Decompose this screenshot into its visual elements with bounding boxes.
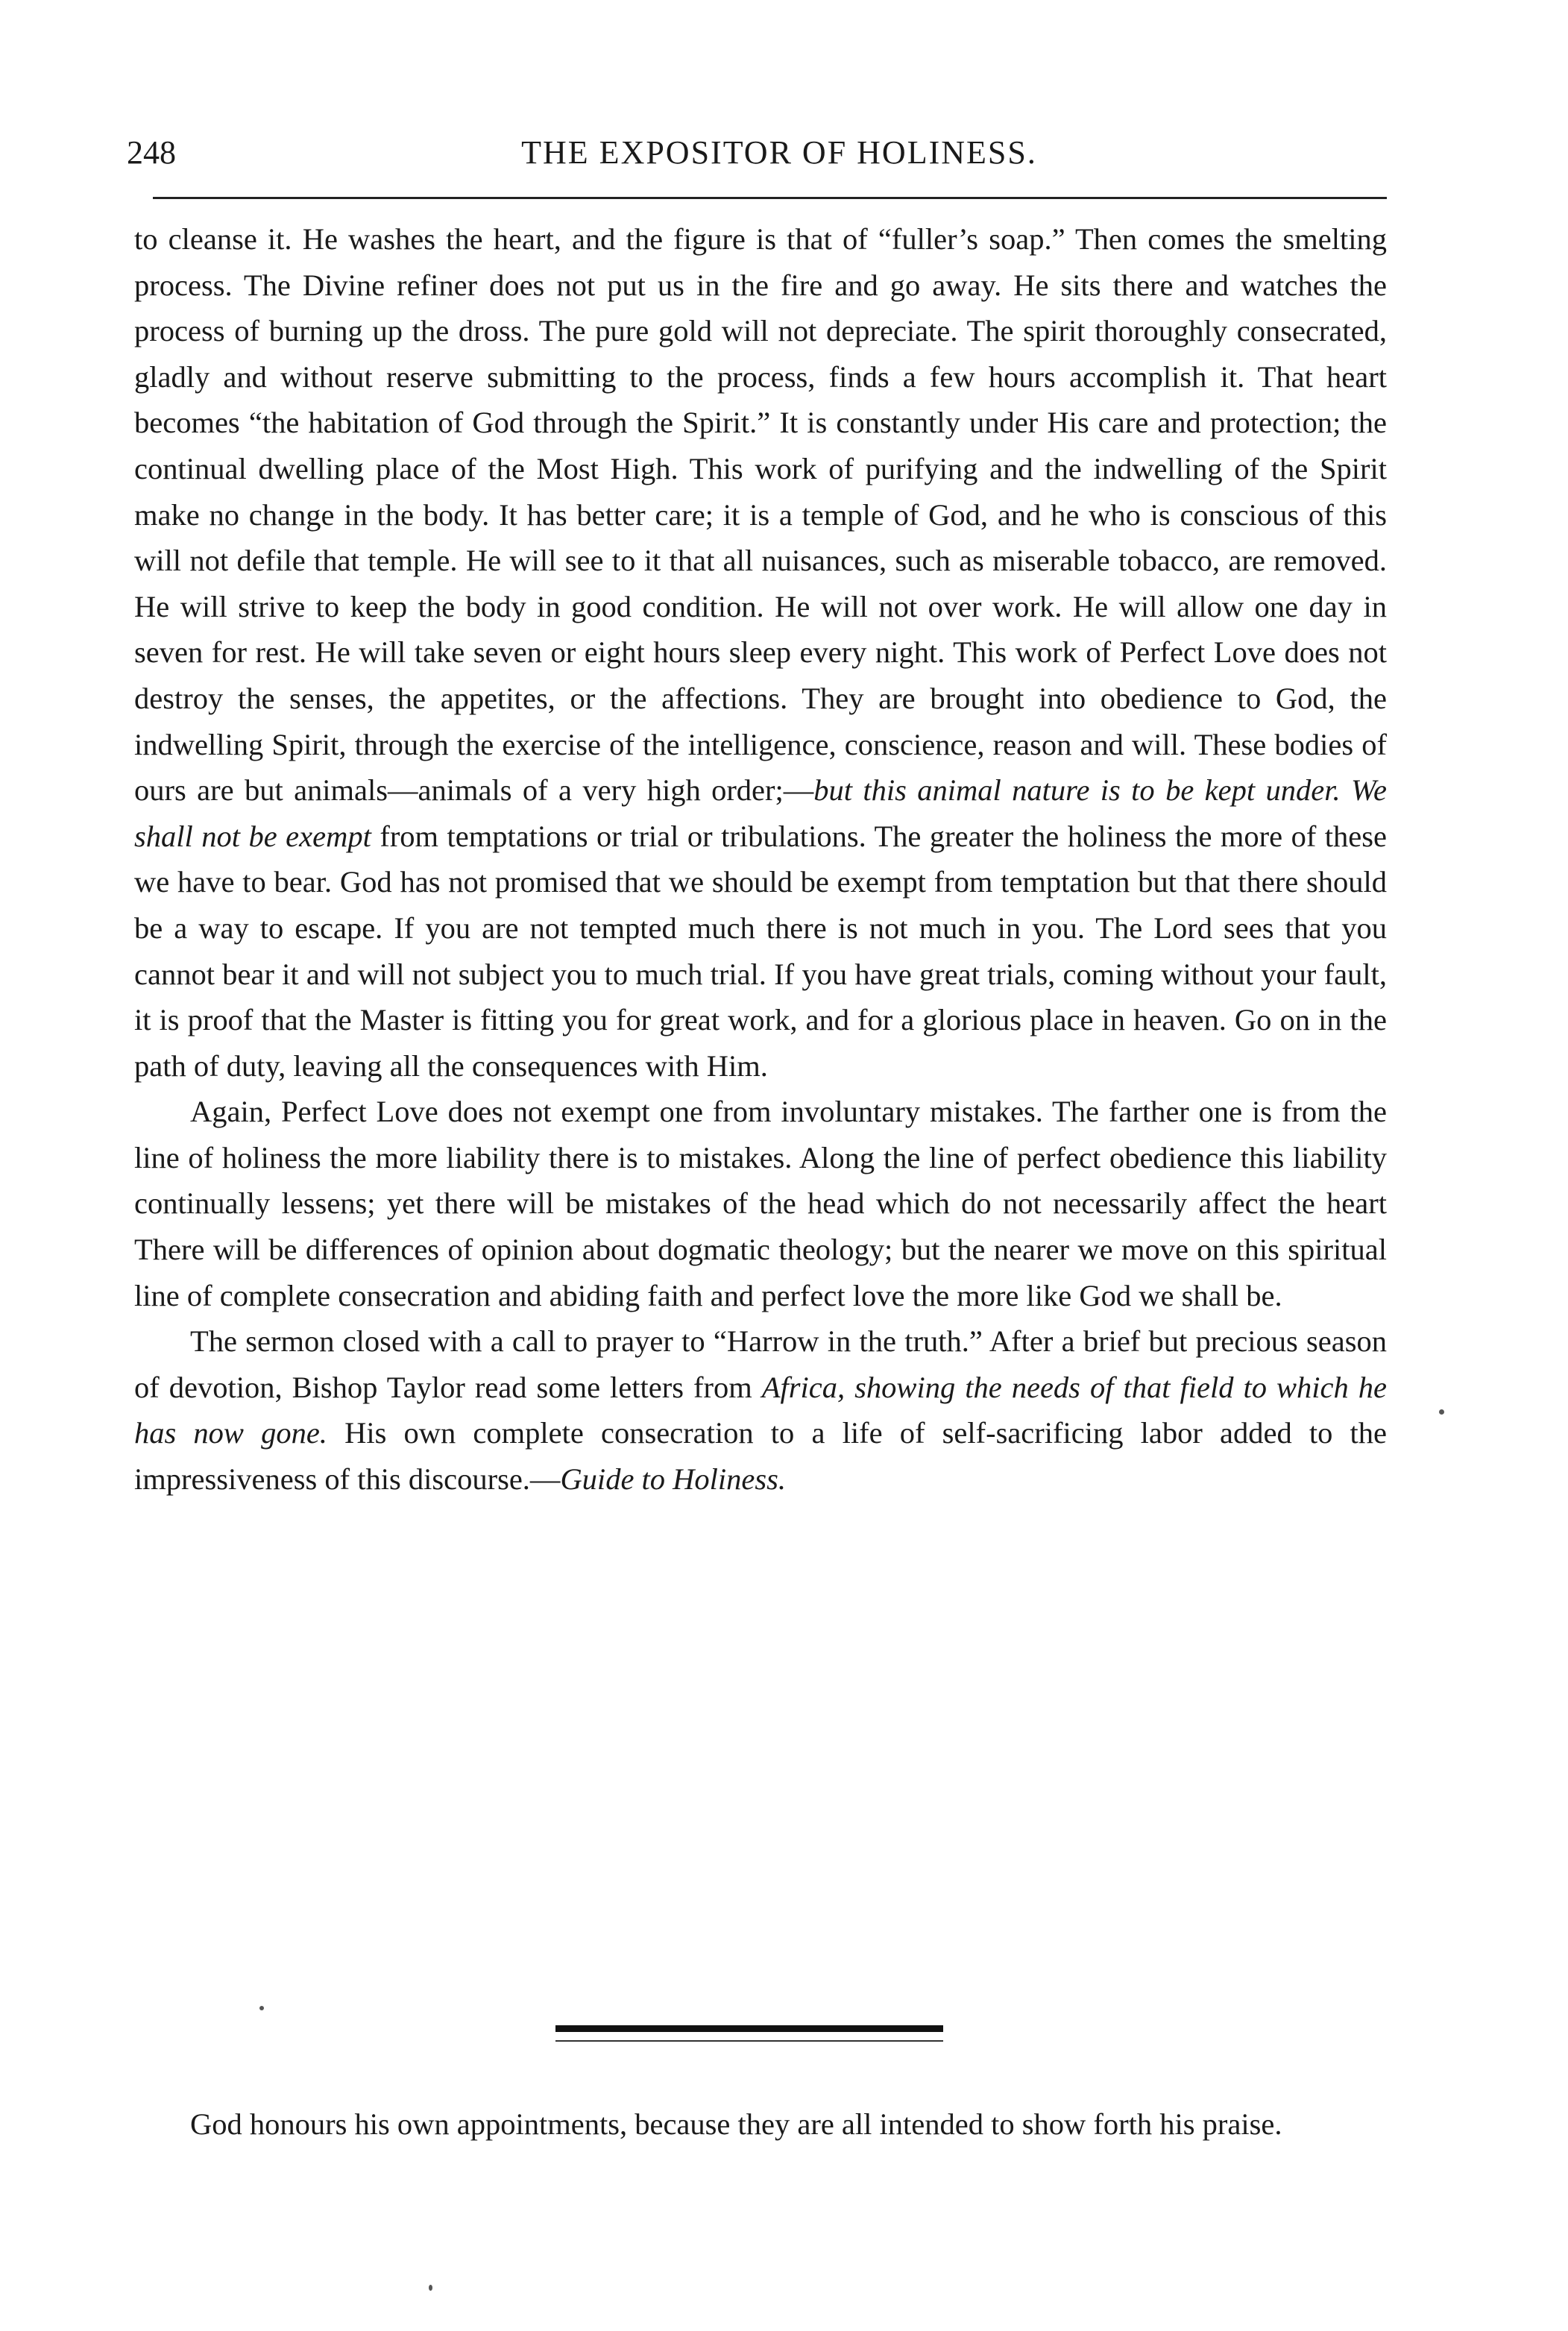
paragraph-1-end: from temptations or trial or tribulations. The greater the holiness the more of these we have to bear. God has not promised that we should be exempt from temptation but that there should be a way to escape. If you are not tempted much there is not much in you. The Lord sees that you cannot bear it and will not subject you to much trial. If you have great trials, coming without your fault, it is proof that the Master is fitting you for great work, and for a glorious place in heaven. Go on in the path of duty, leaving all the consequences with Him.: [134, 819, 1388, 1083]
paragraph-3-start: The sermon closed with a call to prayer to “Harrow in the truth.” After a brief but precious season of devotion, Bishop Taylor read some letters from: [134, 1324, 1387, 1404]
paragraph-3-mid: His own complete consecration to a life of self-sacrificing labor added to the impressiveness of this discourse.—: [134, 1416, 1388, 1497]
closing-aphorism: God honours his own appointments, because they are all intended to show forth his praise.: [190, 2107, 1282, 2141]
ink-speck: [1439, 1409, 1444, 1415]
divider-thin-rule: [555, 2040, 943, 2042]
paragraph-1-italic: but this animal nature is to be kept under. We shall not be exempt: [134, 773, 1387, 853]
paragraph-perfect-love: Again, Perfect Love does not exempt one from involuntary mistakes. The farther one is from the line of holiness the more liability there is to mistakes. Along the line of perfect obedience this liability continually lessens; yet there will be mistakes of the head which do not necessarily affect the heart There will be differences of opinion about dogmatic theology; but the nearer we move on this spiritual line of complete consecration and abiding faith and perfect love the more like God we shall be.: [134, 1095, 1387, 1312]
page-number: 248: [127, 134, 176, 171]
article-body: [134, 216, 1387, 1503]
ink-speck: [429, 2285, 432, 2291]
journal-title: THE EXPOSITOR OF HOLINESS.: [521, 134, 1037, 171]
paragraph-sermon-close: [134, 1318, 1387, 1502]
divider-thick-rule: [555, 2025, 943, 2032]
header-rule: [153, 197, 1387, 199]
paragraph-1-text: to cleanse it. He washes the heart, and the figure is that of “fuller’s soap.” Then comes the smelting process. The Divine refiner does not put us in the fire and go away. He sits there and watches the process of burning up the dross. The pure gold will not depreciate. The spirit thoroughly consecrated, gladly and without reserve submitting to the process, finds a few hours accomplish it. That heart becomes “the habitation of God through the Spirit.” It is constantly under His care and protection; the continual dwelling place of the Most High. This work of purifying and the indwelling of the Spirit make no change in the body. It has better care; it is a temple of God, and he who is conscious of this will not defile that temple. He will see to it that all nuisances, such as miserable tobacco, are removed. He will strive to keep the body in good condition. He will not over work. He will allow one day in seven for rest. He will take seven or eight hours sleep every night. This work of Perfect Love does not destroy the senses, the appetites, or the affections. They are brought into obedience to God, the indwelling Spirit, through the exercise of the intelligence, conscience, reason and will. These bodies of ours are but animals—animals of a very high order;—: [134, 222, 1387, 808]
running-header: [127, 127, 1387, 179]
paragraph-continued: [134, 216, 1387, 1089]
source-citation: Guide to Holiness.: [560, 1462, 787, 1497]
paragraph-3-italic: Africa, showing the needs of that field to which he has now gone.: [134, 1370, 1388, 1450]
section-divider: [555, 2025, 943, 2045]
ink-speck: [259, 2006, 264, 2010]
